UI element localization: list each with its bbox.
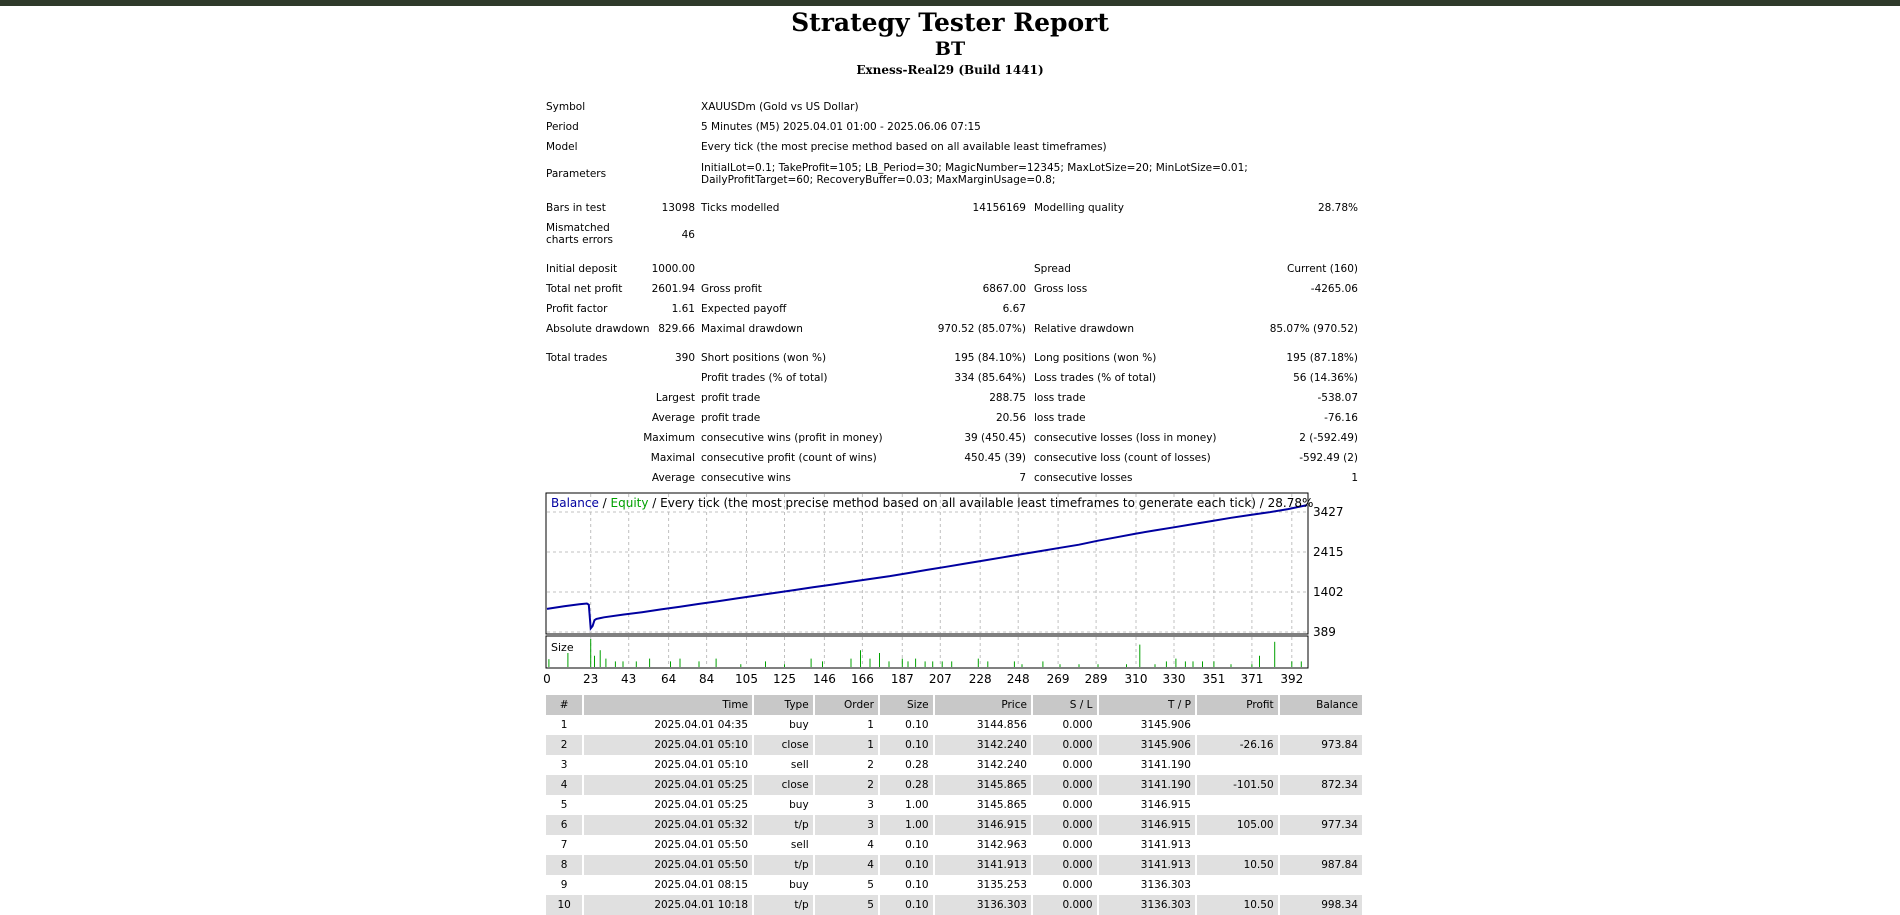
deal-cell: buy (753, 715, 814, 735)
deals-col-header: T / P (1098, 695, 1196, 715)
deal-cell: 3146.915 (1098, 815, 1196, 835)
deal-cell: 10.50 (1196, 855, 1279, 875)
maximum-label: Maximum (643, 432, 695, 444)
largest-loss-label: loss trade (1034, 392, 1086, 404)
deal-cell: 0.000 (1032, 855, 1098, 875)
deal-cell: 977.34 (1279, 815, 1362, 835)
deal-cell: 10.50 (1196, 895, 1279, 915)
largest-loss-value: -538.07 (1317, 392, 1358, 404)
deals-col-header: Profit (1196, 695, 1279, 715)
deal-cell: 3142.963 (934, 835, 1032, 855)
deal-cell: 1 (814, 735, 879, 755)
deal-cell: 0.10 (879, 735, 934, 755)
long-positions-label: Long positions (won %) (1034, 352, 1157, 364)
deal-cell: 2025.04.01 08:15 (583, 875, 753, 895)
deal-row (545, 755, 1362, 775)
deals-col-header: Order (814, 695, 879, 715)
deal-cell: 0.000 (1032, 895, 1098, 915)
deal-cell: 0.000 (1032, 835, 1098, 855)
deals-col-header: Time (583, 695, 753, 715)
max-cons-losses-label: consecutive losses (loss in money) (1034, 432, 1217, 444)
ticks-label: Ticks modelled (701, 202, 780, 214)
net-profit-value: 2601.94 (651, 283, 695, 295)
deal-cell: 4 (814, 855, 879, 875)
symbol-value: XAUUSDm (Gold vs US Dollar) (701, 101, 859, 113)
profit-trades-label: Profit trades (% of total) (701, 372, 828, 384)
deal-cell: 0.000 (1032, 735, 1098, 755)
parameters-value: InitialLot=0.1; TakeProfit=105; LB_Period=30; MagicNumber=12345; MaxLotSize=20; MinLotSize=0.01; DailyProfitTarget=60; RecoveryBuffer=0.03; MaxMarginUsage=0.8; (701, 162, 1248, 186)
y-tick-label: 389 (1313, 625, 1336, 639)
chart-legend: Balance / Equity / Every tick (the most precise method based on all available least timeframes to generate each tick) / 28.78% (551, 496, 1314, 510)
mismatch-value: 46 (681, 229, 695, 241)
gross-loss-value: -4265.06 (1310, 283, 1358, 295)
largest-profit-value: 288.75 (989, 392, 1026, 404)
gross-profit-value: 6867.00 (982, 283, 1026, 295)
x-tick-label: 84 (698, 672, 715, 686)
y-axis-ticks (1313, 505, 1344, 639)
deal-cell: 3145.865 (934, 775, 1032, 795)
deal-cell (1279, 755, 1362, 775)
short-positions-value: 195 (84.10%) (954, 352, 1026, 364)
expected-payoff-value: 6.67 (1002, 303, 1026, 315)
deal-cell: 10 (545, 895, 583, 915)
deal-cell (1196, 715, 1279, 735)
main-plot-frame (546, 493, 1308, 634)
legend-equity: Equity (610, 496, 649, 510)
short-positions-label: Short positions (won %) (701, 352, 827, 364)
deal-cell: 2025.04.01 05:50 (583, 855, 753, 875)
deal-cell: 3146.915 (1098, 795, 1196, 815)
deal-cell: 0.28 (879, 755, 934, 775)
total-trades-label: Total trades (546, 352, 608, 364)
deal-cell: t/p (753, 855, 814, 875)
deal-cell: 5 (545, 795, 583, 815)
deal-cell: 0.28 (879, 775, 934, 795)
spread-label: Spread (1034, 263, 1071, 275)
deal-cell: 1.00 (879, 795, 934, 815)
deal-cell: sell (753, 755, 814, 775)
deal-cell: 0.000 (1032, 715, 1098, 735)
deal-cell: 1.00 (879, 815, 934, 835)
gross-loss-label: Gross loss (1034, 283, 1088, 295)
deal-cell: 3 (814, 815, 879, 835)
x-tick-label: 392 (1280, 672, 1304, 686)
deal-row (545, 815, 1362, 835)
report-title: Strategy Tester Report (791, 8, 1109, 37)
deal-cell (1279, 835, 1362, 855)
x-tick-label: 0 (543, 672, 551, 686)
x-tick-label: 207 (928, 672, 952, 686)
deal-cell: 2 (814, 755, 879, 775)
deal-cell (1279, 875, 1362, 895)
deal-cell (1196, 875, 1279, 895)
maximal-label: Maximal (650, 452, 695, 464)
deals-col-header: Price (934, 695, 1032, 715)
deals-col-header: Balance (1279, 695, 1362, 715)
gross-profit-label: Gross profit (701, 283, 762, 295)
deal-cell: -26.16 (1196, 735, 1279, 755)
period-label: Period (546, 121, 579, 133)
deal-row (545, 775, 1362, 795)
avg-cons-wins-value: 7 (1019, 472, 1026, 484)
long-positions-value: 195 (87.18%) (1286, 352, 1358, 364)
model-value: Every tick (the most precise method based on all available least timeframes) (701, 141, 1107, 153)
legend-rest: / Every tick (the most precise method based on all available least timeframes to generate each tick) / 28.78% (648, 496, 1314, 510)
deal-cell: 7 (545, 835, 583, 855)
profit-factor-value: 1.61 (671, 303, 695, 315)
deal-cell: 3141.913 (934, 855, 1032, 875)
y-tick-label: 1402 (1313, 584, 1344, 599)
server-build: Exness-Real29 (Build 1441) (856, 63, 1044, 77)
size-label: Size (551, 641, 574, 654)
bars-value: 13098 (661, 202, 695, 214)
relative-drawdown-value: 85.07% (970.52) (1269, 323, 1358, 335)
deal-cell: 5 (814, 875, 879, 895)
loss-trades-label: Loss trades (% of total) (1034, 372, 1157, 384)
deal-cell (1196, 795, 1279, 815)
deal-cell (1196, 755, 1279, 775)
x-tick-label: 351 (1202, 672, 1226, 686)
deal-cell: 3141.913 (1098, 855, 1196, 875)
deal-cell: 0.000 (1032, 795, 1098, 815)
deal-cell: 987.84 (1279, 855, 1362, 875)
deal-cell: 3136.303 (1098, 895, 1196, 915)
deal-cell: 3 (545, 755, 583, 775)
x-tick-label: 269 (1046, 672, 1070, 686)
deal-row (545, 835, 1362, 855)
average2-label: Average (651, 472, 695, 484)
deal-cell: 3144.856 (934, 715, 1032, 735)
y-tick-label: 2415 (1313, 544, 1344, 559)
y-tick-label: 3427 (1313, 505, 1344, 519)
x-tick-label: 166 (850, 672, 874, 686)
deal-cell: 3 (814, 795, 879, 815)
initial-deposit-value: 1000.00 (651, 263, 695, 275)
deal-cell: 3141.190 (1098, 755, 1196, 775)
deals-col-header: Type (753, 695, 814, 715)
modelling-quality-label: Modelling quality (1034, 202, 1124, 214)
maximal-drawdown-label: Maximal drawdown (701, 323, 803, 335)
x-tick-label: 248 (1006, 672, 1030, 686)
deal-cell (1279, 715, 1362, 735)
deal-cell: 5 (814, 895, 879, 915)
x-tick-label: 43 (621, 672, 637, 686)
average-profit-label: profit trade (701, 412, 761, 424)
deals-table (544, 695, 1362, 915)
deal-cell: t/p (753, 895, 814, 915)
period-value: 5 Minutes (M5) 2025.04.01 01:00 - 2025.06.06 07:15 (701, 121, 981, 133)
deal-cell: 0.10 (879, 855, 934, 875)
deal-cell: 2025.04.01 04:35 (583, 715, 753, 735)
deals-col-header: # (545, 695, 583, 715)
deal-cell: 1 (814, 715, 879, 735)
deal-cell: 2025.04.01 05:25 (583, 775, 753, 795)
deal-cell: close (753, 775, 814, 795)
max-cons-losses-value: 2 (-592.49) (1299, 432, 1358, 444)
deal-cell: 0.10 (879, 895, 934, 915)
deal-cell: 2025.04.01 05:50 (583, 835, 753, 855)
deal-cell: -101.50 (1196, 775, 1279, 795)
deal-cell: 3141.913 (1098, 835, 1196, 855)
deal-cell: 4 (814, 835, 879, 855)
max-cons-wins-label: consecutive wins (profit in money) (701, 432, 883, 444)
x-tick-label: 146 (812, 672, 836, 686)
maximal-cons-loss-value: -592.49 (2) (1299, 452, 1358, 464)
average-loss-value: -76.16 (1324, 412, 1358, 424)
model-label: Model (546, 141, 578, 153)
deal-cell: 0.10 (879, 715, 934, 735)
deal-cell: 2025.04.01 05:25 (583, 795, 753, 815)
maximal-cons-loss-label: consecutive loss (count of losses) (1034, 452, 1211, 464)
deal-cell (1196, 835, 1279, 855)
deal-cell: 9 (545, 875, 583, 895)
expert-name: BT (934, 38, 966, 60)
deal-cell: 872.34 (1279, 775, 1362, 795)
deal-cell: 4 (545, 775, 583, 795)
x-tick-label: 289 (1084, 672, 1108, 686)
deal-cell: buy (753, 875, 814, 895)
deal-cell: 8 (545, 855, 583, 875)
deal-cell: 3145.906 (1098, 715, 1196, 735)
deals-col-header: S / L (1032, 695, 1098, 715)
average-profit-value: 20.56 (995, 412, 1026, 424)
deal-cell: 2 (814, 775, 879, 795)
deal-cell: 0.000 (1032, 755, 1098, 775)
x-axis-ticks (543, 672, 1303, 686)
avg-cons-wins-label: consecutive wins (701, 472, 791, 484)
absolute-drawdown-label: Absolute drawdown (546, 323, 650, 335)
symbol-label: Symbol (546, 101, 586, 113)
deal-cell: 3145.906 (1098, 735, 1196, 755)
relative-drawdown-label: Relative drawdown (1034, 323, 1135, 335)
deal-cell: 1 (545, 715, 583, 735)
x-tick-label: 228 (968, 672, 992, 686)
deal-cell: 0.10 (879, 875, 934, 895)
x-tick-label: 105 (735, 672, 758, 686)
deal-row (545, 795, 1362, 815)
maximal-cons-profit-label: consecutive profit (count of wins) (701, 452, 877, 464)
x-tick-label: 125 (773, 672, 796, 686)
deal-cell: 0.000 (1032, 815, 1098, 835)
deal-cell (1279, 795, 1362, 815)
ticks-value: 14156169 (972, 202, 1026, 214)
profit-factor-label: Profit factor (546, 303, 608, 315)
deal-cell: 2025.04.01 05:10 (583, 755, 753, 775)
parameters-label: Parameters (546, 168, 607, 180)
net-profit-label: Total net profit (546, 283, 623, 295)
deal-cell: 6 (545, 815, 583, 835)
deal-row (545, 715, 1362, 735)
x-tick-label: 23 (583, 672, 599, 686)
deal-cell: 0.10 (879, 835, 934, 855)
deal-cell: 3136.303 (934, 895, 1032, 915)
legend-balance: Balance (551, 496, 599, 510)
largest-profit-label: profit trade (701, 392, 761, 404)
average-label: Average (651, 412, 695, 424)
initial-deposit-label: Initial deposit (546, 263, 618, 275)
size-plot-frame (546, 636, 1308, 668)
max-cons-wins-value: 39 (450.45) (964, 432, 1026, 444)
x-tick-label: 64 (660, 672, 677, 686)
deal-cell: 105.00 (1196, 815, 1279, 835)
spread-value: Current (160) (1286, 263, 1358, 275)
deal-row (545, 875, 1362, 895)
deal-cell: buy (753, 795, 814, 815)
deal-cell: 3136.303 (1098, 875, 1196, 895)
deal-cell: sell (753, 835, 814, 855)
deal-cell: 3135.253 (934, 875, 1032, 895)
maximal-drawdown-value: 970.52 (85.07%) (937, 323, 1026, 335)
largest-label: Largest (655, 392, 695, 404)
deal-cell: 2025.04.01 05:10 (583, 735, 753, 755)
expected-payoff-label: Expected payoff (701, 303, 787, 315)
deal-cell: 3141.190 (1098, 775, 1196, 795)
deals-header-row (545, 695, 1362, 715)
deal-cell: 3145.865 (934, 795, 1032, 815)
x-tick-label: 310 (1124, 672, 1148, 686)
deal-row (545, 895, 1362, 915)
deal-cell: close (753, 735, 814, 755)
absolute-drawdown-value: 829.66 (658, 323, 695, 335)
modelling-quality-value: 28.78% (1317, 202, 1358, 214)
deal-row (545, 855, 1362, 875)
loss-trades-value: 56 (14.36%) (1293, 372, 1358, 384)
deal-cell: t/p (753, 815, 814, 835)
deal-cell: 998.34 (1279, 895, 1362, 915)
deal-cell: 2025.04.01 05:32 (583, 815, 753, 835)
deal-cell: 0.000 (1032, 775, 1098, 795)
mismatch-label: Mismatched charts errors (546, 222, 613, 246)
total-trades-value: 390 (674, 352, 695, 364)
deal-cell: 2025.04.01 10:18 (583, 895, 753, 915)
deal-cell: 3142.240 (934, 755, 1032, 775)
maximal-cons-profit-value: 450.45 (39) (964, 452, 1026, 464)
deals-col-header: Size (879, 695, 934, 715)
avg-cons-losses-label: consecutive losses (1034, 472, 1133, 484)
deal-cell: 973.84 (1279, 735, 1362, 755)
bars-label: Bars in test (546, 202, 606, 214)
x-tick-label: 187 (890, 672, 914, 686)
deal-cell: 3146.915 (934, 815, 1032, 835)
average-loss-label: loss trade (1034, 412, 1086, 424)
avg-cons-losses-value: 1 (1351, 472, 1358, 484)
profit-trades-value: 334 (85.64%) (954, 372, 1026, 384)
x-tick-label: 330 (1162, 672, 1186, 686)
deal-row (545, 735, 1362, 755)
x-tick-label: 371 (1240, 672, 1264, 686)
deal-cell: 3142.240 (934, 735, 1032, 755)
deal-cell: 2 (545, 735, 583, 755)
deal-cell: 0.000 (1032, 875, 1098, 895)
